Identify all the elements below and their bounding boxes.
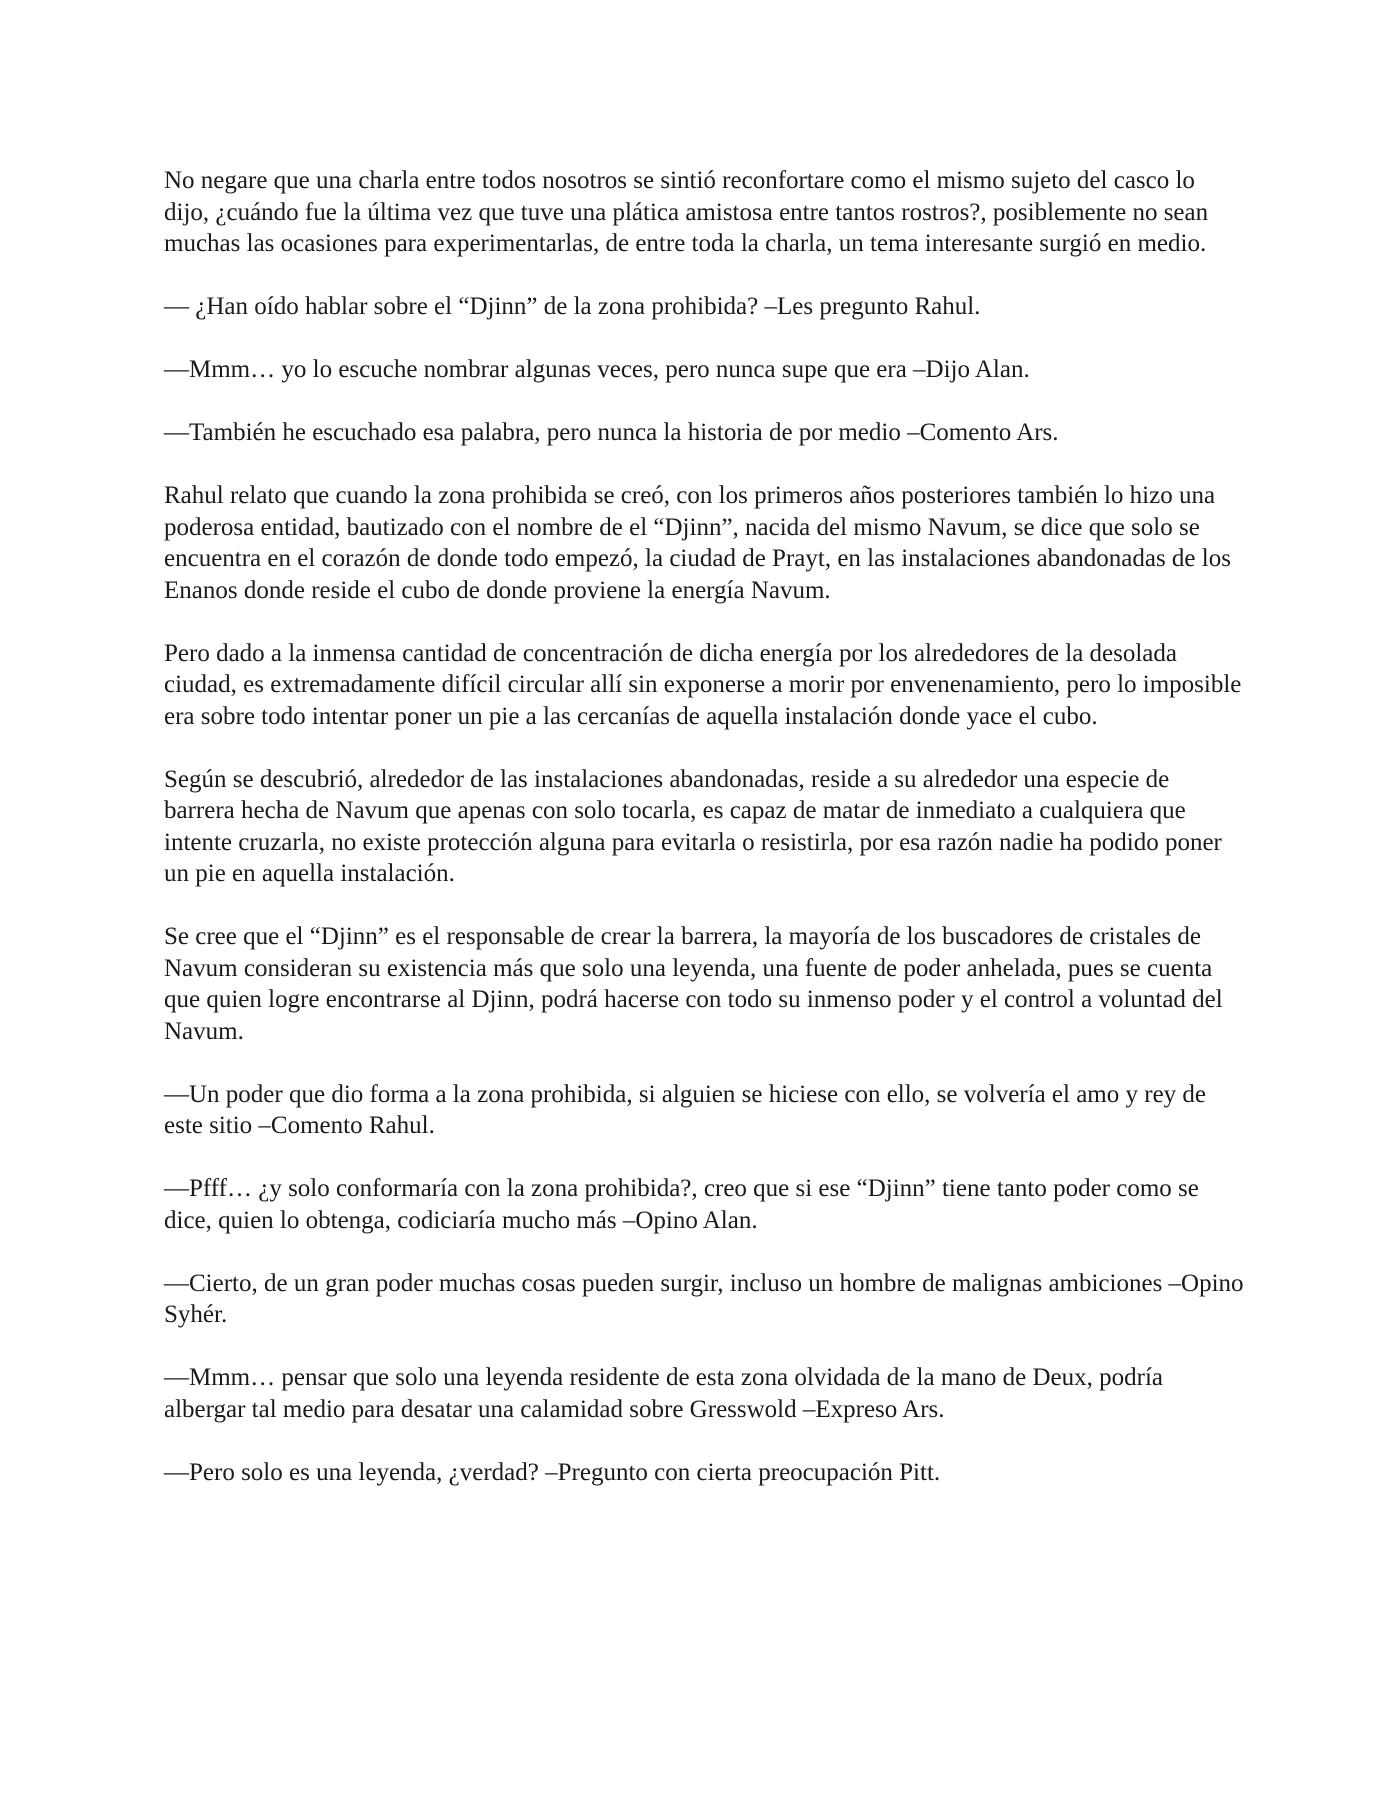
paragraph-energy-danger: Pero dado a la inmensa cantidad de concentración de dicha energía por los alrededores de la desolada ciudad, es extremadamente difícil circular allí sin exponerse a morir por envenenamiento, pero lo imposible era sobre todo intentar poner un pie a las cercanías de aquella instalación donde yace el cubo. bbox=[164, 639, 1242, 730]
dialogue-line-rahul-power: —Un poder que dio forma a la zona prohibida, si alguien se hiciese con ello, se volvería el amo y rey de este sitio –Comento Rahul. bbox=[164, 1080, 1207, 1139]
paragraph-djinn-origin: Rahul relato que cuando la zona prohibida se creó, con los primeros años posteriores también lo hizo una poderosa entidad, bautizado con el nombre de el “Djinn”, nacida del mismo Navum, se dice que solo se encuentra en el corazón de donde todo empezó, la ciudad de Prayt, en las instalaciones abandonadas de los Enanos donde reside el cubo de donde proviene la energía Navum. bbox=[164, 482, 1231, 604]
dialogue-line-alan: —Mmm… yo lo escuche nombrar algunas veces, pero nunca supe que era –Dijo Alan. bbox=[164, 356, 1030, 383]
document-page bbox=[164, 165, 1244, 1520]
dialogue-line-ars: —También he escuchado esa palabra, pero nunca la historia de por medio –Comento Ars. bbox=[164, 419, 1059, 446]
paragraph-intro: No negare que una charla entre todos nosotros se sintió reconfortare como el mismo sujeto del casco lo dijo, ¿cuándo fue la última vez que tuve una plática amistosa entre tantos rostros?, posiblemente no sean muchas las ocasiones para experimentarlas, de entre toda la charla, un tema interesante surgió en medio. bbox=[164, 167, 1209, 257]
dialogue-line-alan-opinion: —Pfff… ¿y solo conformaría con la zona prohibida?, creo que si ese “Djinn” tiene tanto poder como se dice, quien lo obtenga, codiciaría mucho más –Opino Alan. bbox=[164, 1175, 1199, 1234]
dialogue-line-syher: —Cierto, de un gran poder muchas cosas pueden surgir, incluso un hombre de malignas ambiciones –Opino Syhér. bbox=[164, 1269, 1244, 1328]
paragraph-barrier: Según se descubrió, alrededor de las instalaciones abandonadas, reside a su alrededor una especie de barrera hecha de Navum que apenas con solo tocarla, es capaz de matar de inmediato a cualquiera que intente cruzarla, no existe protección alguna para evitarla o resistirla, por esa razón nadie ha podido poner un pie en aquella instalación. bbox=[164, 765, 1222, 887]
dialogue-line-rahul-question: — ¿Han oído hablar sobre el “Djinn” de la zona prohibida? –Les pregunto Rahul. bbox=[164, 293, 981, 320]
paragraph-legend: Se cree que el “Djinn” es el responsable de crear la barrera, la mayoría de los buscadores de cristales de Navum consideran su existencia más que solo una leyenda, una fuente de poder anhelada, pues se cuenta que quien logre encontrarse al Djinn, podrá hacerse con todo su inmenso poder y el control a voluntad del Navum. bbox=[164, 923, 1223, 1045]
dialogue-line-pitt: —Pero solo es una leyenda, ¿verdad? –Pregunto con cierta preocupación Pitt. bbox=[164, 1458, 941, 1486]
dialogue-line-ars-expression: —Mmm… pensar que solo una leyenda residente de esta zona olvidada de la mano de Deux, podría albergar tal medio para desatar una calamidad sobre Gresswold –Expreso Ars. bbox=[164, 1364, 1163, 1423]
